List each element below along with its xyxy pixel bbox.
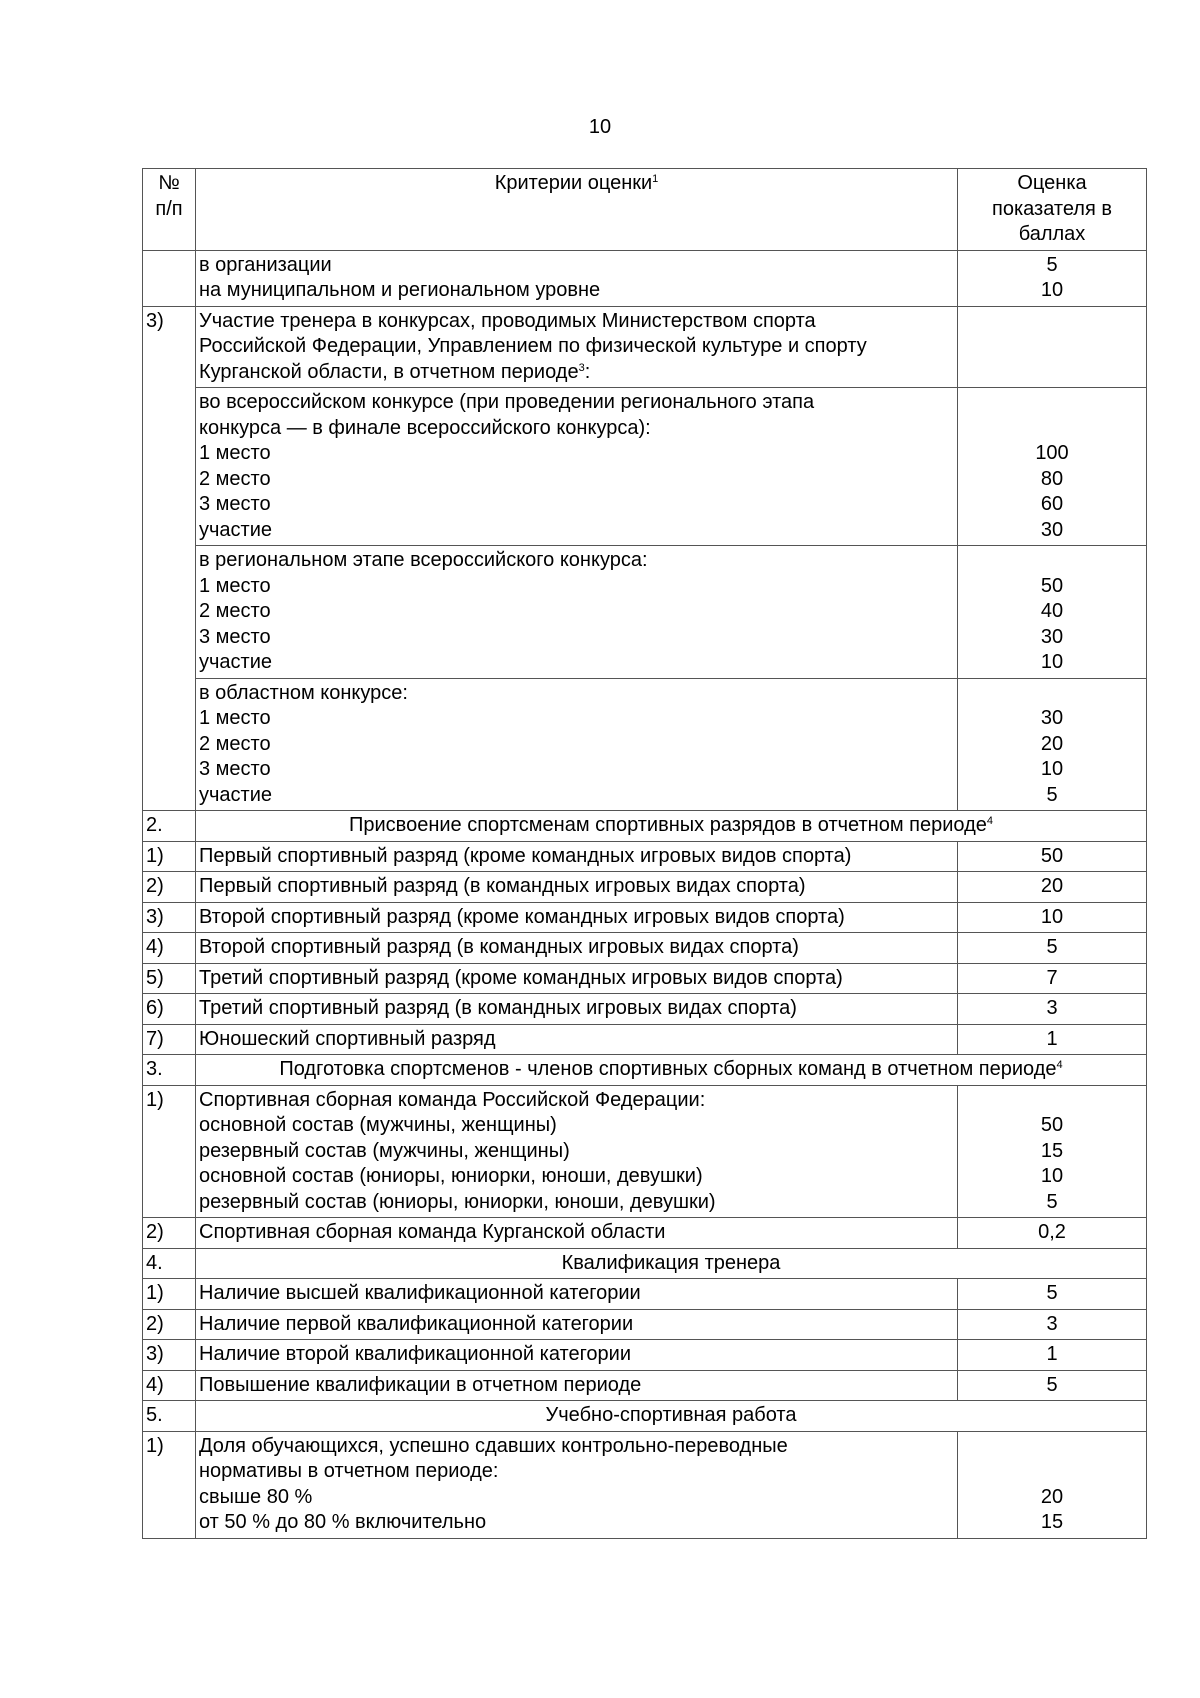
table-row	[143, 1340, 1147, 1371]
table-row	[143, 902, 1147, 933]
row-number: 2)	[143, 1218, 196, 1249]
row-number: 3)	[143, 1340, 196, 1371]
row-number: 1)	[143, 841, 196, 872]
score-value: 5	[958, 1279, 1147, 1310]
table-row	[143, 546, 1147, 679]
section-row	[143, 811, 1147, 842]
row-number	[143, 250, 196, 306]
row-number: 3)	[143, 902, 196, 933]
criteria-text: Наличие второй квалификационной категории	[196, 1340, 958, 1371]
score-value: 50	[958, 841, 1147, 872]
criteria-text: Спортивная сборная команда Курганской области	[196, 1218, 958, 1249]
row-number: 7)	[143, 1024, 196, 1055]
criteria-text: в региональном этапе всероссийского конкурса: 1 место 2 место 3 место участие	[196, 546, 958, 679]
criteria-text: Участие тренера в конкурсах, проводимых Министерством спорта Российской Федерации, Управлением по физической культуре и спорту Курганской области, в отчетном периоде$^3$:	[196, 306, 958, 388]
score-value: 3	[958, 994, 1147, 1025]
criteria-text: Юношеский спортивный разряд	[196, 1024, 958, 1055]
criteria-table	[142, 168, 1147, 1539]
table-row	[143, 1279, 1147, 1310]
criteria-text: Первый спортивный разряд (в командных игровых видах спорта)	[196, 872, 958, 903]
criteria-text: во всероссийском конкурсе (при проведении регионального этапа конкурса — в финале всероссийского конкурса): 1 место 2 место 3 место участие	[196, 388, 958, 546]
score-values: 100 80 60 30	[958, 388, 1147, 546]
criteria-text: Спортивная сборная команда Российской Федерации: основной состав (мужчины, женщины) резервный состав (мужчины, женщины) основной состав (юниоры, юниорки, юноши, девушки) резервный состав (юниоры, юниорки, юноши, девушки)	[196, 1085, 958, 1218]
row-number	[143, 678, 196, 811]
table-row	[143, 678, 1147, 811]
page-number: 10	[588, 116, 612, 138]
section-title: Подготовка спортсменов - членов спортивных сборных команд в отчетном периоде$^4$	[196, 1055, 1147, 1086]
section-number: 2.	[143, 811, 196, 842]
section-title: Учебно-спортивная работа	[196, 1401, 1147, 1432]
table-row	[143, 963, 1147, 994]
score-value: 1	[958, 1340, 1147, 1371]
table-row	[143, 1370, 1147, 1401]
table-row	[143, 388, 1147, 546]
table-row	[143, 841, 1147, 872]
criteria-text: в областном конкурсе: 1 место 2 место 3 место участие	[196, 678, 958, 811]
criteria-text: Второй спортивный разряд (кроме командных игровых видов спорта)	[196, 902, 958, 933]
score-value: 5	[958, 933, 1147, 964]
table-row	[143, 933, 1147, 964]
table-row	[143, 1309, 1147, 1340]
table-row	[143, 306, 1147, 388]
section-row	[143, 1248, 1147, 1279]
header-score: Оценка показателя в баллах	[958, 169, 1147, 251]
table-row	[143, 994, 1147, 1025]
header-num: № п/п	[143, 169, 196, 251]
score-value: 7	[958, 963, 1147, 994]
row-number	[143, 546, 196, 679]
criteria-text: в организации на муниципальном и региональном уровне	[196, 250, 958, 306]
row-number: 1)	[143, 1085, 196, 1218]
row-number: 6)	[143, 994, 196, 1025]
score-value: 3	[958, 1309, 1147, 1340]
section-title: Присвоение спортсменам спортивных разрядов в отчетном периоде$^4$	[196, 811, 1147, 842]
table-row	[143, 1218, 1147, 1249]
row-number: 4)	[143, 933, 196, 964]
criteria-text: Наличие первой квалификационной категории	[196, 1309, 958, 1340]
table-row	[143, 1431, 1147, 1538]
criteria-text: Третий спортивный разряд (в командных игровых видах спорта)	[196, 994, 958, 1025]
table-row	[143, 250, 1147, 306]
criteria-text: Наличие высшей квалификационной категории	[196, 1279, 958, 1310]
criteria-text: Повышение квалификации в отчетном периоде	[196, 1370, 958, 1401]
score-values: 50 15 10 5	[958, 1085, 1147, 1218]
section-number: 4.	[143, 1248, 196, 1279]
score-values: 30 20 10 5	[958, 678, 1147, 811]
table-row	[143, 1085, 1147, 1218]
row-number: 1)	[143, 1431, 196, 1538]
criteria-text: Доля обучающихся, успешно сдавших контрольно-переводные нормативы в отчетном периоде: свыше 80 % от 50 % до 80 % включительно	[196, 1431, 958, 1538]
row-number: 2)	[143, 1309, 196, 1340]
score-value: 5	[958, 1370, 1147, 1401]
score-value: 10	[958, 902, 1147, 933]
row-number	[143, 388, 196, 546]
criteria-text: Третий спортивный разряд (кроме командных игровых видов спорта)	[196, 963, 958, 994]
table-row	[143, 1024, 1147, 1055]
score-value: 20	[958, 872, 1147, 903]
row-number: 3)	[143, 306, 196, 388]
row-number: 2)	[143, 872, 196, 903]
section-number: 3.	[143, 1055, 196, 1086]
header-criteria: Критерии оценки$^1$	[196, 169, 958, 251]
section-row	[143, 1401, 1147, 1432]
row-number: 5)	[143, 963, 196, 994]
criteria-text: Второй спортивный разряд (в командных игровых видах спорта)	[196, 933, 958, 964]
score-value: 1	[958, 1024, 1147, 1055]
score-values: 20 15	[958, 1431, 1147, 1538]
score-values: 50 40 30 10	[958, 546, 1147, 679]
criteria-text: Первый спортивный разряд (кроме командных игровых видов спорта)	[196, 841, 958, 872]
score-values	[958, 306, 1147, 388]
score-values: 5 10	[958, 250, 1147, 306]
section-row	[143, 1055, 1147, 1086]
score-value: 0,2	[958, 1218, 1147, 1249]
row-number: 4)	[143, 1370, 196, 1401]
table-row	[143, 872, 1147, 903]
section-number: 5.	[143, 1401, 196, 1432]
table-header-row	[143, 169, 1147, 251]
row-number: 1)	[143, 1279, 196, 1310]
section-title: Квалификация тренера	[196, 1248, 1147, 1279]
